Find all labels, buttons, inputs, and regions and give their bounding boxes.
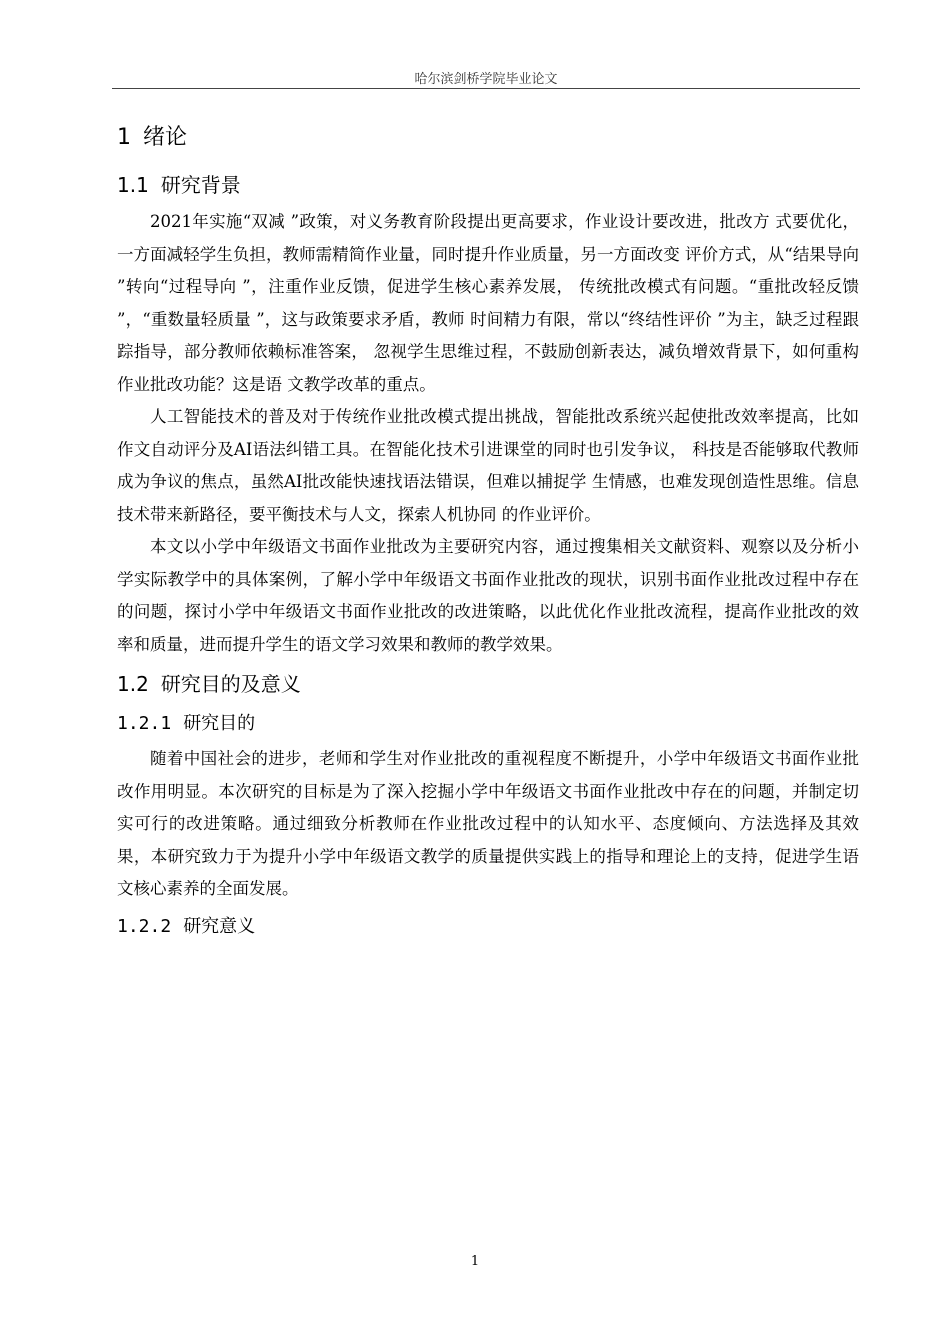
page-number: 1 (470, 1254, 480, 1269)
subsection-title: 研究目的 (183, 713, 256, 734)
subsection-number: 1.2.1 (117, 713, 172, 734)
header-rule (112, 88, 860, 89)
paragraph: 本文以小学中年级语文书面作业批改为主要研究内容，通过搜集相关文献资料、观察以及分析小学实际教学中的具体案例，了解小学中年级语文书面作业批改的现状，识别书面作业批改过程中存在的问题，探讨小学中年级语文书面作业批改的改进策略，以此优化作业批改流程，提高作业批改的效率和质量，进而提升学生的语文学习效果和教师的教学效果。 (117, 537, 859, 654)
chapter-title: 绪论 (143, 125, 188, 150)
section-heading-1-1 (117, 164, 859, 206)
section-number: 1.2 (117, 672, 149, 696)
page-body (117, 116, 859, 946)
section-number: 1.1 (117, 173, 149, 197)
section-title: 研究背景 (160, 173, 241, 197)
paragraph: 随着中国社会的进步，老师和学生对作业批改的重视程度不断提升，小学中年级语文书面作业批改作用明显。本次研究的目标是为了深入挖掘小学中年级语文书面作业批改中存在的问题，并制定切实可行的改进策略。通过细致分析教师在作业批改过程中的认知水平、态度倾向、方法选择及其效果，本研究致力于为提升小学中年级语文教学的质量提供实践上的指导和理论上的支持，促进学生语文核心素养的全面发展。 (117, 749, 859, 898)
chapter-heading (117, 116, 859, 160)
running-header: 哈尔滨剑桥学院毕业论文 (414, 72, 558, 87)
paragraph: 人工智能技术的普及对于传统作业批改模式提出挑战，智能批改系统兴起使批改效率提高，比如作文自动评分及AI语法纠错工具。在智能化技术引进课堂的同时也引发争议， 科技是否能够取代教师成为争议的焦点，虽然AI批改能快速找语法错误，但难以捕捉学 生情感，也难发现创造性思维。信息技术带来新路径，要平衡技术与人文，探索人机协同 的作业评价。 (117, 407, 859, 524)
subsection-title: 研究意义 (183, 915, 256, 937)
section-heading-1-2 (117, 663, 859, 705)
chapter-number: 1 (117, 125, 131, 150)
subsection-heading-1-2-2 (117, 908, 859, 946)
paragraph: 2021年实施“双减 ”政策，对义务教育阶段提出更高要求，作业设计要改进，批改方 式要优化，一方面减轻学生负担，教师需精简作业量，同时提升作业质量，另一方面改变 评价方式，从“结果导向 ”转向“过程导向 ”，注重作业反馈，促进学生核心素养发展， 传统批改模式有问题。“重批改轻反馈 ”，“重数量轻质量 ”，这与政策要求矛盾，教师 时间精力有限，常以“终结性评价 ”为主，缺乏过程跟踪指导，部分教师依赖标准答案， 忽视学生思维过程，不鼓励创新表达，减负增效背景下，如何重构作业批改功能？这是语 文教学改革的重点。 (117, 212, 859, 394)
subsection-number: 1.2.2 (117, 915, 172, 937)
subsection-heading-1-2-1 (117, 705, 859, 743)
section-title: 研究目的及意义 (160, 672, 301, 696)
